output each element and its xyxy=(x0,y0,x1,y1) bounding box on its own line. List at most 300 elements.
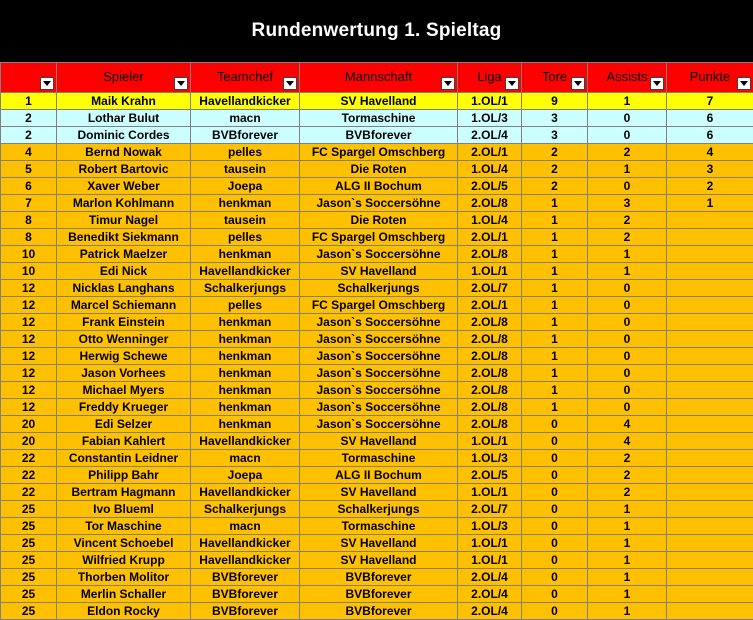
cell-tore[interactable]: 1 xyxy=(522,195,588,212)
cell-assists[interactable]: 0 xyxy=(588,127,667,144)
cell-assists[interactable]: 0 xyxy=(588,280,667,297)
sheet-title-bar xyxy=(0,0,753,62)
table-row xyxy=(1,484,753,501)
cell-tore[interactable]: 1 xyxy=(522,399,588,416)
cell-teamchef[interactable]: henkman xyxy=(191,195,300,212)
cell-mannschaft[interactable]: BVBforever xyxy=(300,569,458,586)
standings-table xyxy=(0,62,753,620)
cell-spieler[interactable]: Vincent Schoebel xyxy=(57,535,191,552)
cell-liga[interactable]: 2.OL/4 xyxy=(458,603,522,620)
col-header-label xyxy=(1,63,56,69)
col-header-punkte xyxy=(667,63,753,93)
cell-tore[interactable]: 2 xyxy=(522,161,588,178)
cell-assists[interactable]: 2 xyxy=(588,229,667,246)
cell-teamchef[interactable]: macn xyxy=(191,518,300,535)
cell-teamchef[interactable]: Havellandkicker xyxy=(191,535,300,552)
cell-spieler[interactable]: Dominic Cordes xyxy=(57,127,191,144)
cell-assists[interactable]: 2 xyxy=(588,212,667,229)
cell-spieler[interactable]: Merlin Schaller xyxy=(57,586,191,603)
cell-tore[interactable]: 0 xyxy=(522,484,588,501)
cell-spieler[interactable]: Fabian Kahlert xyxy=(57,433,191,450)
cell-teamchef[interactable]: henkman xyxy=(191,365,300,382)
cell-rank[interactable]: 25 xyxy=(1,569,57,586)
cell-rank[interactable]: 12 xyxy=(1,297,57,314)
cell-mannschaft[interactable]: Jason`s Soccersöhne xyxy=(300,416,458,433)
cell-mannschaft[interactable]: Schalkerjungs xyxy=(300,501,458,518)
cell-assists[interactable]: 4 xyxy=(588,416,667,433)
cell-punkte[interactable] xyxy=(667,501,753,518)
cell-mannschaft[interactable]: Schalkerjungs xyxy=(300,280,458,297)
cell-rank[interactable]: 1 xyxy=(1,93,57,110)
cell-rank[interactable]: 2 xyxy=(1,110,57,127)
cell-mannschaft[interactable]: Tormaschine xyxy=(300,450,458,467)
cell-liga[interactable]: 2.OL/7 xyxy=(458,501,522,518)
cell-assists[interactable]: 0 xyxy=(588,110,667,127)
col-header-label: Spieler xyxy=(57,63,190,84)
cell-tore[interactable]: 1 xyxy=(522,348,588,365)
cell-punkte[interactable] xyxy=(667,518,753,535)
cell-mannschaft[interactable]: Tormaschine xyxy=(300,110,458,127)
cell-mannschaft[interactable]: BVBforever xyxy=(300,586,458,603)
cell-rank[interactable]: 25 xyxy=(1,603,57,620)
cell-mannschaft[interactable]: FC Spargel Omschberg xyxy=(300,297,458,314)
cell-liga[interactable]: 2.OL/8 xyxy=(458,365,522,382)
cell-spieler[interactable]: Ivo Blueml xyxy=(57,501,191,518)
cell-rank[interactable]: 12 xyxy=(1,348,57,365)
table-row xyxy=(1,161,753,178)
cell-rank[interactable]: 12 xyxy=(1,314,57,331)
cell-liga[interactable]: 1.OL/1 xyxy=(458,263,522,280)
table-row xyxy=(1,535,753,552)
cell-tore[interactable]: 0 xyxy=(522,501,588,518)
cell-mannschaft[interactable]: Die Roten xyxy=(300,212,458,229)
cell-assists[interactable]: 1 xyxy=(588,569,667,586)
cell-mannschaft[interactable]: Jason`s Soccersöhne xyxy=(300,348,458,365)
cell-liga[interactable]: 2.OL/1 xyxy=(458,144,522,161)
cell-rank[interactable]: 20 xyxy=(1,416,57,433)
cell-teamchef[interactable]: Havellandkicker xyxy=(191,484,300,501)
cell-liga[interactable]: 1.OL/1 xyxy=(458,535,522,552)
cell-spieler[interactable]: Maik Krahn xyxy=(57,93,191,110)
cell-spieler[interactable]: Timur Nagel xyxy=(57,212,191,229)
col-header-label: Assists xyxy=(588,63,666,84)
cell-tore[interactable]: 1 xyxy=(522,365,588,382)
cell-rank[interactable]: 8 xyxy=(1,212,57,229)
cell-liga[interactable]: 1.OL/1 xyxy=(458,484,522,501)
col-header-spieler xyxy=(57,63,191,93)
cell-mannschaft[interactable]: Jason`s Soccersöhne xyxy=(300,399,458,416)
cell-mannschaft[interactable]: Jason`s Soccersöhne xyxy=(300,365,458,382)
cell-punkte[interactable]: 6 xyxy=(667,110,753,127)
cell-teamchef[interactable]: pelles xyxy=(191,144,300,161)
cell-rank[interactable]: 10 xyxy=(1,263,57,280)
cell-tore[interactable]: 1 xyxy=(522,263,588,280)
cell-punkte[interactable] xyxy=(667,297,753,314)
table-body xyxy=(1,93,753,620)
cell-spieler[interactable]: Michael Myers xyxy=(57,382,191,399)
cell-rank[interactable]: 12 xyxy=(1,382,57,399)
cell-teamchef[interactable]: Schalkerjungs xyxy=(191,501,300,518)
cell-rank[interactable]: 25 xyxy=(1,518,57,535)
cell-punkte[interactable] xyxy=(667,552,753,569)
cell-punkte[interactable]: 1 xyxy=(667,195,753,212)
cell-assists[interactable]: 2 xyxy=(588,467,667,484)
cell-spieler[interactable]: Constantin Leidner xyxy=(57,450,191,467)
cell-rank[interactable]: 12 xyxy=(1,331,57,348)
col-header-teamchef xyxy=(191,63,300,93)
cell-mannschaft[interactable]: SV Havelland xyxy=(300,93,458,110)
col-header-label: Punkte xyxy=(667,63,753,84)
cell-teamchef[interactable]: macn xyxy=(191,450,300,467)
cell-spieler[interactable]: Xaver Weber xyxy=(57,178,191,195)
col-header-rank xyxy=(1,63,57,93)
cell-assists[interactable]: 0 xyxy=(588,297,667,314)
cell-mannschaft[interactable]: SV Havelland xyxy=(300,552,458,569)
cell-punkte[interactable] xyxy=(667,246,753,263)
cell-spieler[interactable]: Patrick Maelzer xyxy=(57,246,191,263)
cell-rank[interactable]: 4 xyxy=(1,144,57,161)
cell-spieler[interactable]: Jason Vorhees xyxy=(57,365,191,382)
col-header-label: Mannschaft xyxy=(300,63,457,84)
cell-assists[interactable]: 4 xyxy=(588,433,667,450)
cell-rank[interactable]: 2 xyxy=(1,127,57,144)
table-row xyxy=(1,603,753,620)
table-row xyxy=(1,450,753,467)
cell-tore[interactable]: 1 xyxy=(522,331,588,348)
cell-punkte[interactable] xyxy=(667,586,753,603)
cell-tore[interactable]: 0 xyxy=(522,552,588,569)
cell-rank[interactable]: 5 xyxy=(1,161,57,178)
cell-assists[interactable]: 1 xyxy=(588,501,667,518)
col-header-tore xyxy=(522,63,588,93)
cell-liga[interactable]: 2.OL/1 xyxy=(458,229,522,246)
filter-dropdown-icon[interactable] xyxy=(650,77,664,90)
cell-tore[interactable]: 0 xyxy=(522,467,588,484)
cell-rank[interactable]: 22 xyxy=(1,450,57,467)
cell-assists[interactable]: 1 xyxy=(588,586,667,603)
cell-liga[interactable]: 2.OL/4 xyxy=(458,569,522,586)
col-header-label: Tore xyxy=(522,63,587,84)
cell-liga[interactable]: 1.OL/1 xyxy=(458,552,522,569)
table-row xyxy=(1,569,753,586)
cell-teamchef[interactable]: Havellandkicker xyxy=(191,433,300,450)
cell-assists[interactable]: 2 xyxy=(588,484,667,501)
cell-teamchef[interactable]: BVBforever xyxy=(191,586,300,603)
cell-assists[interactable]: 1 xyxy=(588,552,667,569)
table-row xyxy=(1,297,753,314)
cell-spieler[interactable]: Thorben Molitor xyxy=(57,569,191,586)
cell-mannschaft[interactable]: FC Spargel Omschberg xyxy=(300,144,458,161)
cell-rank[interactable]: 10 xyxy=(1,246,57,263)
cell-mannschaft[interactable]: SV Havelland xyxy=(300,535,458,552)
cell-liga[interactable]: 1.OL/3 xyxy=(458,110,522,127)
cell-punkte[interactable] xyxy=(667,569,753,586)
cell-tore[interactable]: 1 xyxy=(522,212,588,229)
cell-mannschaft[interactable]: SV Havelland xyxy=(300,433,458,450)
cell-tore[interactable]: 0 xyxy=(522,569,588,586)
cell-assists[interactable]: 1 xyxy=(588,603,667,620)
cell-teamchef[interactable]: BVBforever xyxy=(191,603,300,620)
cell-punkte[interactable] xyxy=(667,314,753,331)
cell-punkte[interactable] xyxy=(667,263,753,280)
cell-punkte[interactable] xyxy=(667,365,753,382)
cell-spieler[interactable]: Tor Maschine xyxy=(57,518,191,535)
cell-punkte[interactable]: 3 xyxy=(667,161,753,178)
filter-dropdown-icon[interactable] xyxy=(283,77,297,90)
cell-tore[interactable]: 1 xyxy=(522,280,588,297)
cell-punkte[interactable] xyxy=(667,467,753,484)
cell-rank[interactable]: 12 xyxy=(1,280,57,297)
cell-spieler[interactable]: Wilfried Krupp xyxy=(57,552,191,569)
cell-teamchef[interactable]: henkman xyxy=(191,348,300,365)
cell-assists[interactable]: 0 xyxy=(588,365,667,382)
cell-mannschaft[interactable]: Jason`s Soccersöhne xyxy=(300,382,458,399)
cell-mannschaft[interactable]: ALG II Bochum xyxy=(300,178,458,195)
cell-mannschaft[interactable]: Jason`s Soccersöhne xyxy=(300,314,458,331)
table-row xyxy=(1,365,753,382)
cell-teamchef[interactable]: Havellandkicker xyxy=(191,93,300,110)
table-row xyxy=(1,93,753,110)
cell-tore[interactable]: 1 xyxy=(522,314,588,331)
cell-liga[interactable]: 2.OL/8 xyxy=(458,416,522,433)
cell-teamchef[interactable]: Joepa xyxy=(191,467,300,484)
cell-spieler[interactable]: Lothar Bulut xyxy=(57,110,191,127)
cell-liga[interactable]: 2.OL/1 xyxy=(458,297,522,314)
cell-mannschaft[interactable]: Jason`s Soccersöhne xyxy=(300,331,458,348)
cell-liga[interactable]: 2.OL/4 xyxy=(458,586,522,603)
table-row xyxy=(1,212,753,229)
cell-tore[interactable]: 3 xyxy=(522,110,588,127)
cell-punkte[interactable] xyxy=(667,348,753,365)
cell-liga[interactable]: 1.OL/4 xyxy=(458,212,522,229)
cell-assists[interactable]: 1 xyxy=(588,161,667,178)
cell-liga[interactable]: 2.OL/4 xyxy=(458,127,522,144)
filter-dropdown-icon[interactable] xyxy=(40,77,54,90)
header-row xyxy=(1,63,753,93)
cell-mannschaft[interactable]: BVBforever xyxy=(300,127,458,144)
cell-spieler[interactable]: Bertram Hagmann xyxy=(57,484,191,501)
cell-spieler[interactable]: Otto Wenninger xyxy=(57,331,191,348)
cell-rank[interactable]: 12 xyxy=(1,365,57,382)
cell-punkte[interactable] xyxy=(667,331,753,348)
cell-teamchef[interactable]: macn xyxy=(191,110,300,127)
cell-mannschaft[interactable]: FC Spargel Omschberg xyxy=(300,229,458,246)
table-row xyxy=(1,314,753,331)
cell-teamchef[interactable]: BVBforever xyxy=(191,127,300,144)
cell-rank[interactable]: 22 xyxy=(1,484,57,501)
cell-tore[interactable]: 0 xyxy=(522,416,588,433)
cell-tore[interactable]: 1 xyxy=(522,297,588,314)
cell-spieler[interactable]: Eldon Rocky xyxy=(57,603,191,620)
cell-punkte[interactable] xyxy=(667,603,753,620)
cell-mannschaft[interactable]: ALG II Bochum xyxy=(300,467,458,484)
cell-spieler[interactable]: Marlon Kohlmann xyxy=(57,195,191,212)
cell-assists[interactable]: 2 xyxy=(588,450,667,467)
cell-rank[interactable]: 12 xyxy=(1,399,57,416)
cell-teamchef[interactable]: Joepa xyxy=(191,178,300,195)
table-row xyxy=(1,229,753,246)
cell-assists[interactable]: 2 xyxy=(588,144,667,161)
cell-teamchef[interactable]: henkman xyxy=(191,416,300,433)
cell-assists[interactable]: 3 xyxy=(588,195,667,212)
cell-mannschaft[interactable]: BVBforever xyxy=(300,603,458,620)
cell-rank[interactable]: 25 xyxy=(1,535,57,552)
cell-punkte[interactable]: 7 xyxy=(667,93,753,110)
sheet-title: Rundenwertung 1. Spieltag xyxy=(252,20,502,42)
cell-spieler[interactable]: Frank Einstein xyxy=(57,314,191,331)
cell-tore[interactable]: 0 xyxy=(522,586,588,603)
cell-mannschaft[interactable]: SV Havelland xyxy=(300,484,458,501)
cell-tore[interactable]: 9 xyxy=(522,93,588,110)
cell-teamchef[interactable]: pelles xyxy=(191,297,300,314)
cell-rank[interactable]: 20 xyxy=(1,433,57,450)
cell-punkte[interactable] xyxy=(667,399,753,416)
cell-punkte[interactable]: 6 xyxy=(667,127,753,144)
cell-assists[interactable]: 1 xyxy=(588,535,667,552)
cell-punkte[interactable] xyxy=(667,535,753,552)
cell-punkte[interactable] xyxy=(667,212,753,229)
col-header-label: Liga xyxy=(458,63,521,84)
cell-teamchef[interactable]: henkman xyxy=(191,314,300,331)
cell-assists[interactable]: 1 xyxy=(588,93,667,110)
cell-liga[interactable]: 2.OL/8 xyxy=(458,382,522,399)
cell-mannschaft[interactable]: Tormaschine xyxy=(300,518,458,535)
cell-liga[interactable]: 2.OL/8 xyxy=(458,399,522,416)
cell-punkte[interactable] xyxy=(667,280,753,297)
cell-teamchef[interactable]: henkman xyxy=(191,382,300,399)
table-row xyxy=(1,263,753,280)
cell-liga[interactable]: 2.OL/8 xyxy=(458,348,522,365)
filter-dropdown-icon[interactable] xyxy=(174,77,188,90)
cell-teamchef[interactable]: pelles xyxy=(191,229,300,246)
cell-rank[interactable]: 8 xyxy=(1,229,57,246)
cell-assists[interactable]: 0 xyxy=(588,382,667,399)
cell-rank[interactable]: 7 xyxy=(1,195,57,212)
cell-mannschaft[interactable]: Jason`s Soccersöhne xyxy=(300,195,458,212)
table-row xyxy=(1,552,753,569)
cell-punkte[interactable] xyxy=(667,433,753,450)
filter-dropdown-icon[interactable] xyxy=(737,77,751,90)
cell-liga[interactable]: 2.OL/5 xyxy=(458,467,522,484)
cell-punkte[interactable]: 4 xyxy=(667,144,753,161)
cell-spieler[interactable]: Herwig Schewe xyxy=(57,348,191,365)
cell-punkte[interactable] xyxy=(667,450,753,467)
table-row xyxy=(1,195,753,212)
cell-liga[interactable]: 2.OL/8 xyxy=(458,331,522,348)
filter-dropdown-icon[interactable] xyxy=(505,77,519,90)
cell-assists[interactable]: 1 xyxy=(588,246,667,263)
cell-spieler[interactable]: Benedikt Siekmann xyxy=(57,229,191,246)
cell-assists[interactable]: 0 xyxy=(588,348,667,365)
cell-punkte[interactable] xyxy=(667,416,753,433)
cell-spieler[interactable]: Marcel Schiemann xyxy=(57,297,191,314)
cell-punkte[interactable] xyxy=(667,229,753,246)
cell-spieler[interactable]: Edi Selzer xyxy=(57,416,191,433)
cell-teamchef[interactable]: henkman xyxy=(191,246,300,263)
cell-liga[interactable]: 1.OL/1 xyxy=(458,93,522,110)
cell-rank[interactable]: 25 xyxy=(1,501,57,518)
cell-punkte[interactable]: 2 xyxy=(667,178,753,195)
cell-spieler[interactable]: Freddy Krueger xyxy=(57,399,191,416)
cell-punkte[interactable] xyxy=(667,382,753,399)
cell-assists[interactable]: 0 xyxy=(588,399,667,416)
cell-teamchef[interactable]: henkman xyxy=(191,331,300,348)
cell-liga[interactable]: 2.OL/5 xyxy=(458,178,522,195)
cell-assists[interactable]: 0 xyxy=(588,314,667,331)
cell-teamchef[interactable]: henkman xyxy=(191,399,300,416)
cell-liga[interactable]: 2.OL/8 xyxy=(458,195,522,212)
table-row xyxy=(1,399,753,416)
table-row xyxy=(1,127,753,144)
cell-liga[interactable]: 2.OL/7 xyxy=(458,280,522,297)
cell-mannschaft[interactable]: Jason`s Soccersöhne xyxy=(300,246,458,263)
cell-teamchef[interactable]: Schalkerjungs xyxy=(191,280,300,297)
cell-spieler[interactable]: Bernd Nowak xyxy=(57,144,191,161)
cell-spieler[interactable]: Edi Nick xyxy=(57,263,191,280)
table-row xyxy=(1,433,753,450)
cell-liga[interactable]: 1.OL/3 xyxy=(458,518,522,535)
cell-rank[interactable]: 25 xyxy=(1,552,57,569)
col-header-assists xyxy=(588,63,667,93)
cell-tore[interactable]: 0 xyxy=(522,450,588,467)
cell-rank[interactable]: 6 xyxy=(1,178,57,195)
cell-tore[interactable]: 1 xyxy=(522,382,588,399)
table-row xyxy=(1,518,753,535)
cell-tore[interactable]: 0 xyxy=(522,433,588,450)
col-header-mannschaft xyxy=(300,63,458,93)
cell-liga[interactable]: 1.OL/1 xyxy=(458,433,522,450)
cell-liga[interactable]: 1.OL/4 xyxy=(458,161,522,178)
cell-assists[interactable]: 0 xyxy=(588,178,667,195)
cell-tore[interactable]: 3 xyxy=(522,127,588,144)
cell-liga[interactable]: 2.OL/8 xyxy=(458,246,522,263)
table-row xyxy=(1,416,753,433)
cell-tore[interactable]: 2 xyxy=(522,178,588,195)
table-row xyxy=(1,331,753,348)
cell-teamchef[interactable]: BVBforever xyxy=(191,569,300,586)
cell-tore[interactable]: 0 xyxy=(522,603,588,620)
table-row xyxy=(1,586,753,603)
cell-tore[interactable]: 1 xyxy=(522,246,588,263)
cell-spieler[interactable]: Nicklas Langhans xyxy=(57,280,191,297)
filter-dropdown-icon[interactable] xyxy=(441,77,455,90)
cell-tore[interactable]: 0 xyxy=(522,518,588,535)
cell-tore[interactable]: 2 xyxy=(522,144,588,161)
cell-assists[interactable]: 0 xyxy=(588,331,667,348)
cell-spieler[interactable]: Philipp Bahr xyxy=(57,467,191,484)
cell-teamchef[interactable]: tausein xyxy=(191,161,300,178)
cell-liga[interactable]: 1.OL/3 xyxy=(458,450,522,467)
filter-dropdown-icon[interactable] xyxy=(571,77,585,90)
cell-mannschaft[interactable]: Die Roten xyxy=(300,161,458,178)
cell-assists[interactable]: 1 xyxy=(588,518,667,535)
cell-punkte[interactable] xyxy=(667,484,753,501)
cell-tore[interactable]: 1 xyxy=(522,229,588,246)
col-header-label: Teamchef xyxy=(191,63,299,84)
table-row xyxy=(1,246,753,263)
cell-tore[interactable]: 0 xyxy=(522,535,588,552)
cell-teamchef[interactable]: tausein xyxy=(191,212,300,229)
cell-rank[interactable]: 22 xyxy=(1,467,57,484)
cell-liga[interactable]: 2.OL/8 xyxy=(458,314,522,331)
cell-teamchef[interactable]: Havellandkicker xyxy=(191,552,300,569)
table-row xyxy=(1,382,753,399)
cell-assists[interactable]: 1 xyxy=(588,263,667,280)
cell-spieler[interactable]: Robert Bartovic xyxy=(57,161,191,178)
cell-mannschaft[interactable]: SV Havelland xyxy=(300,263,458,280)
cell-rank[interactable]: 25 xyxy=(1,586,57,603)
cell-teamchef[interactable]: Havellandkicker xyxy=(191,263,300,280)
